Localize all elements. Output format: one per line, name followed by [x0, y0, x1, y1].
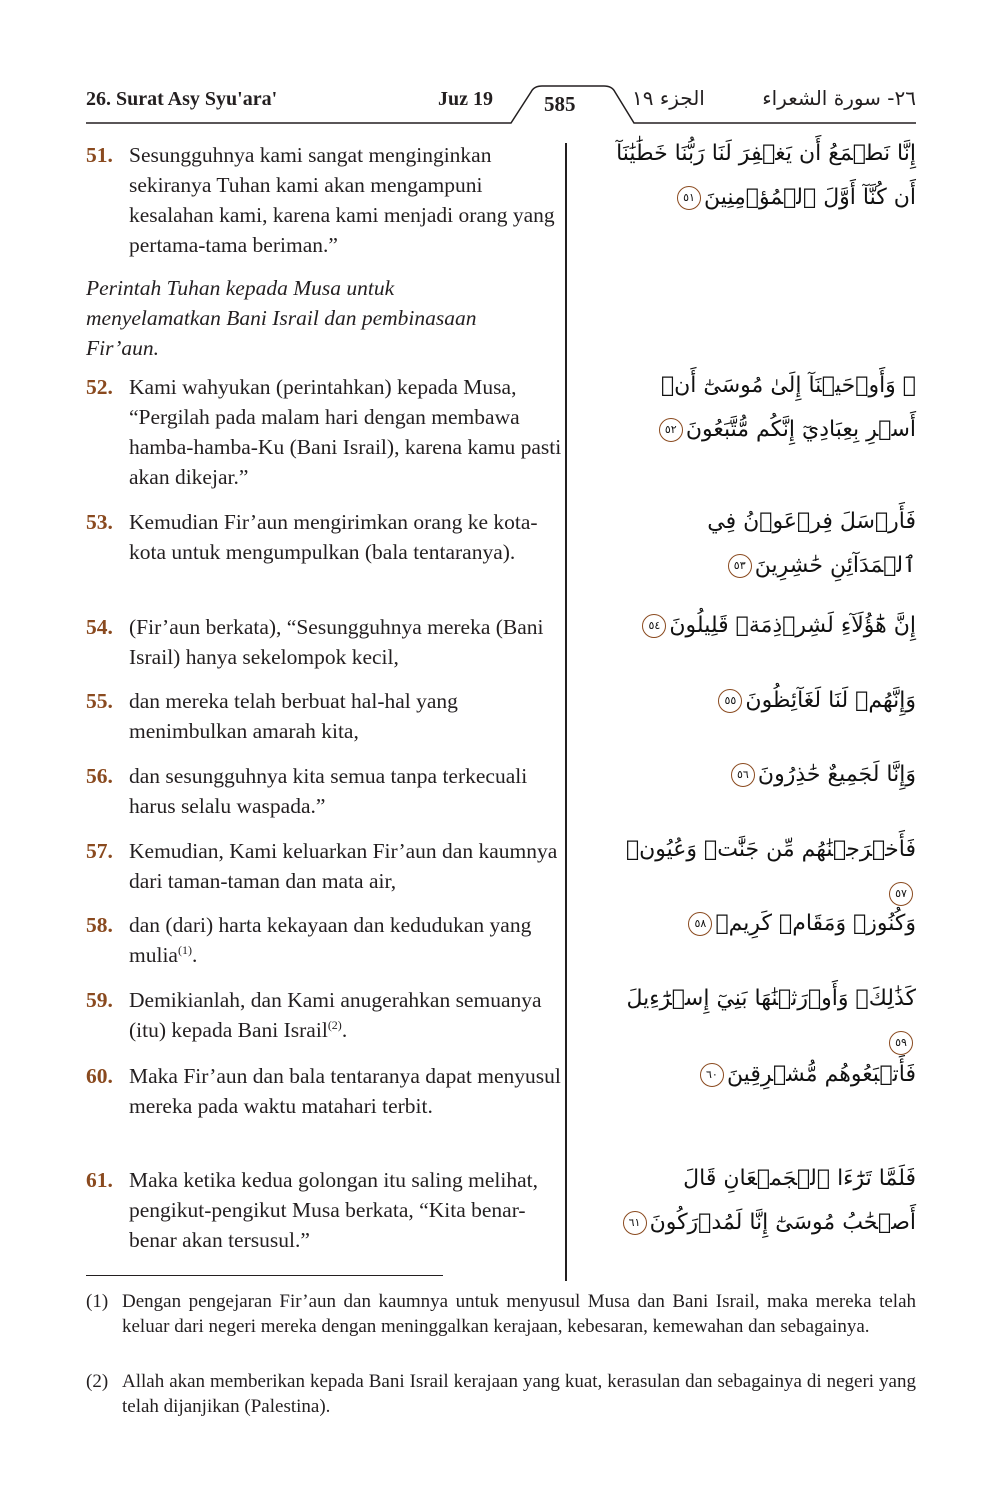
section-heading: Perintah Tuhan kepada Musa untuk menyelamatkan Bani Israil dan pembinasaan Fir’aun.	[86, 276, 477, 360]
verse-translation: Kemudian Fir’aun mengirimkan orang ke kota-kota untuk mengumpulkan (bala tentaranya).	[129, 510, 538, 564]
ayah-marker-icon: ٥٢	[659, 418, 683, 442]
arabic-text: فَلَمَّا تَرَٰٓءَا ٱلۡجَمۡعَانِ قَالَ أَصۡحَٰبُ مُوسَىٰٓ إِنَّا لَمُدۡرَكُونَ	[649, 1166, 916, 1235]
arabic-text: فَأَخۡرَجۡنَٰهُم مِّن جَنَّٰتٖ وَعُيُونٖ	[625, 837, 916, 862]
verse-number: 61.	[86, 1168, 113, 1192]
footnote-number: (2)	[86, 1371, 109, 1392]
header-surah-latin: 26. Surat Asy Syu'ara'	[86, 88, 278, 110]
verse-number: 51.	[86, 143, 113, 167]
verse-53-arabic	[616, 500, 916, 588]
verse-translation: Sesungguhnya kami sangat menginginkan sekiranya Tuhan kami akan mengampuni kesalahan kami, karena kami menjadi orang yang pertama-tama beriman.”	[129, 143, 555, 257]
page-number: 585	[544, 92, 576, 116]
footnote-divider	[86, 1275, 443, 1276]
ayah-marker-icon: ٥٦	[731, 763, 755, 787]
verse-number: 56.	[86, 764, 113, 788]
ayah-marker-icon: ٦١	[623, 1211, 647, 1235]
verse-translation: (Fir’aun berkata), “Sesungguhnya mereka (Bani Israil) hanya sekelompok kecil,	[129, 615, 544, 669]
arabic-text: وَإِنَّهُمۡ لَنَا لَغَآئِظُونَ	[745, 688, 916, 713]
verse-translation: Demikianlah, dan Kami anugerahkan semuanya (itu) kepada Bani Israil$^{(2)}$.	[129, 988, 542, 1042]
verse-translation: Maka ketika kedua golongan itu saling melihat, pengikut-pengikut Musa berkata, “Kita benar-benar akan tersusul.”	[129, 1168, 538, 1252]
verse-number: 55.	[86, 689, 113, 713]
verse-56-arabic	[616, 753, 916, 797]
verse-translation: Kami wahyukan (perintahkan) kepada Musa, “Pergilah pada malam hari dengan membawa hamba-hamba-Ku (Bani Israil), karena kamu pasti akan dikejar.”	[129, 375, 562, 489]
verse-52-arabic	[616, 364, 916, 452]
verse-number: 53.	[86, 510, 113, 534]
ayah-marker-icon: ٥٧	[889, 882, 913, 906]
verse-54-arabic	[616, 604, 916, 648]
verse-number: 52.	[86, 375, 113, 399]
header-juz-arabic: الجزء ١٩	[632, 86, 705, 110]
arabic-text: إِنَّا نَطۡمَعُ أَن يَغۡفِرَ لَنَا رَبُّنَا خَطَٰيَٰنَآ أَن كُنَّآ أَوَّلَ ٱلۡمُؤۡمِنِينَ	[616, 141, 916, 210]
ayah-marker-icon: ٥٣	[728, 554, 752, 578]
verse-61-arabic	[616, 1157, 916, 1245]
verse-translation: Kemudian, Kami keluarkan Fir’aun dan kaumnya dari taman-taman dan mata air,	[129, 839, 558, 893]
verse-translation: dan (dari) harta kekayaan dan kedudukan yang mulia$^{(1)}$.	[129, 913, 532, 967]
verse-number: 57.	[86, 839, 113, 863]
ayah-marker-icon: ٥٩	[889, 1031, 913, 1055]
page-header	[86, 82, 916, 124]
footnote-ref-1[interactable]: (1)	[177, 942, 192, 957]
verse-51-arabic	[616, 132, 916, 220]
arabic-text: فَأَرۡسَلَ فِرۡعَوۡنُ فِي ٱلۡمَدَآئِنِ حَٰشِرِينَ	[707, 509, 916, 578]
footnote-text: Allah akan memberikan kepada Bani Israil kerajaan yang kuat, kerasulan dan sebagainya di negeri yang telah dijanjikan (Palestina).	[122, 1371, 916, 1417]
arabic-text: وَإِنَّا لَجَمِيعٌ حَٰذِرُونَ	[757, 762, 916, 787]
verse-translation: Maka Fir’aun dan bala tentaranya dapat menyusul mereka pada waktu matahari terbit.	[129, 1064, 561, 1118]
footnote-number: (1)	[86, 1291, 109, 1312]
verse-number: 58.	[86, 913, 113, 937]
verse-59-arabic	[616, 977, 916, 1065]
ayah-marker-icon: ٥٥	[718, 689, 742, 713]
ayah-marker-icon: ٥١	[677, 186, 701, 210]
ayah-marker-icon: ٥٤	[642, 614, 666, 638]
verse-60-arabic	[616, 1053, 916, 1097]
arabic-text: وَكُنُوزٖ وَمَقَامٖ كَرِيمٖ	[715, 911, 916, 936]
ayah-marker-icon: ٦٠	[700, 1063, 724, 1087]
arabic-text: ۞ وَأَوۡحَيۡنَآ إِلَىٰ مُوسَىٰٓ أَنۡ أَسۡرِ بِعِبَادِيٓ إِنَّكُم مُّتَّبَعُونَ	[660, 373, 916, 442]
arabic-text: إِنَّ هَٰٓؤُلَآءِ لَشِرۡذِمَةٞ قَلِيلُونَ	[669, 613, 916, 638]
arabic-text: فَأَتۡبَعُوهُم مُّشۡرِقِينَ	[726, 1062, 916, 1087]
verse-translation: dan sesungguhnya kita semua tanpa terkecuali harus selalu waspada.”	[129, 764, 528, 818]
verse-55-arabic	[616, 679, 916, 723]
footnote-text: Dengan pengejaran Fir’aun dan kaumnya untuk menyusul Musa dan Bani Israil, maka mereka telah keluar dari negeri mereka dengan meninggalkan kerajaan, kebesaran, kemewahan dan sebagainya.	[122, 1291, 916, 1337]
verse-58-arabic	[616, 902, 916, 946]
verse-number: 60.	[86, 1064, 113, 1088]
verse-number: 59.	[86, 988, 113, 1012]
verse-number: 54.	[86, 615, 113, 639]
arabic-text: كَذَٰلِكَۖ وَأَوۡرَثۡنَٰهَا بَنِيٓ إِسۡرَٰٓءِيلَ	[626, 986, 916, 1011]
verse-translation: dan mereka telah berbuat hal-hal yang menimbulkan amarah kita,	[129, 689, 458, 743]
header-surah-arabic: ٢٦- سورة الشعراء	[762, 86, 916, 110]
footnote-ref-2[interactable]: (2)	[327, 1017, 342, 1032]
ayah-marker-icon: ٥٨	[688, 912, 712, 936]
header-juz-latin: Juz 19	[438, 88, 493, 110]
